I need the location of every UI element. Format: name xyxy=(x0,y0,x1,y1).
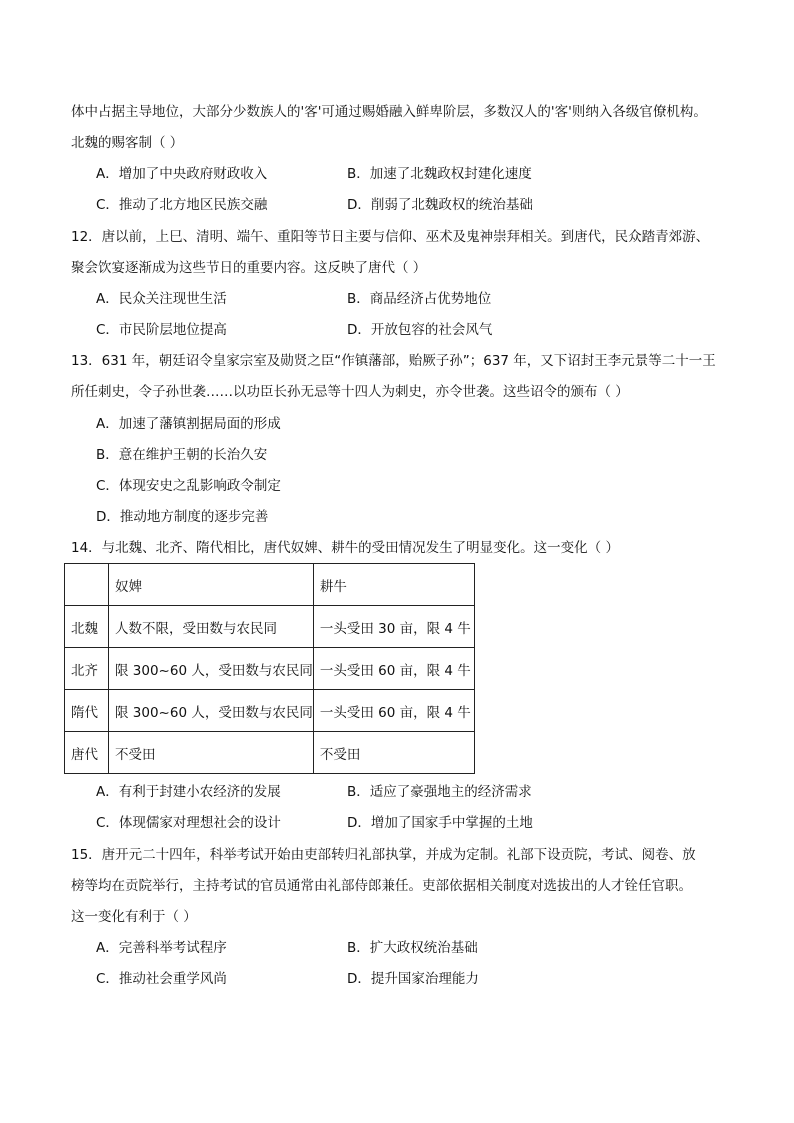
q15-option-b[interactable]: B．扩大政权统治基础 xyxy=(347,940,478,956)
table-cell: 限 300~60 人，受田数与农民同 xyxy=(109,648,314,690)
table-cell: 一头受田 60 亩，限 4 牛 xyxy=(313,690,474,732)
table-row xyxy=(65,648,475,690)
table-header-cell: 耕牛 xyxy=(313,564,474,606)
table-row xyxy=(65,606,475,648)
table-cell: 一头受田 60 亩，限 4 牛 xyxy=(313,648,474,690)
q13-option-b[interactable]: B．意在维护王朝的长治久安 xyxy=(96,447,268,463)
land-allocation-table xyxy=(64,563,475,774)
q11-option-d[interactable]: D．削弱了北魏政权的统治基础 xyxy=(347,197,533,213)
table-cell: 不受田 xyxy=(313,732,474,774)
table-cell: 唐代 xyxy=(65,732,109,774)
q12-option-b[interactable]: B．商品经济占优势地位 xyxy=(347,291,492,307)
q15-option-c[interactable]: C．推动社会重学风尚 xyxy=(96,971,227,987)
q14-option-a[interactable]: A．有利于封建小农经济的发展 xyxy=(96,784,281,800)
q14-option-d[interactable]: D．增加了国家手中掌握的土地 xyxy=(347,815,533,831)
q15-stem-line3: 这一变化有利于（ ） xyxy=(71,909,197,925)
table-header-cell: 奴婢 xyxy=(109,564,314,606)
table-cell: 隋代 xyxy=(65,690,109,732)
table-header-cell xyxy=(65,564,109,606)
q15-option-d[interactable]: D．提升国家治理能力 xyxy=(347,971,479,987)
q15-option-a[interactable]: A．完善科举考试程序 xyxy=(96,940,227,956)
q11-option-c[interactable]: C．推动了北方地区民族交融 xyxy=(96,197,268,213)
table-cell: 人数不限，受田数与农民同 xyxy=(109,606,314,648)
q13-option-a[interactable]: A．加速了藩镇割据局面的形成 xyxy=(96,416,281,432)
q11-stem-line1: 体中占据主导地位，大部分少数族人的'客'可通过赐婚融入鲜卑阶层，多数汉人的'客'则纳入各级官僚机构。 xyxy=(71,104,707,120)
q14-stem-line1: 14．与北魏、北齐、隋代相比，唐代奴婢、耕牛的受田情况发生了明显变化。这一变化（ ） xyxy=(71,540,619,556)
q15-stem-line2: 榜等均在贡院举行，主持考试的官员通常由礼部侍郎兼任。吏部依据相关制度对选拔出的人才铨任官职。 xyxy=(71,878,692,894)
q11-option-b[interactable]: B．加速了北魏政权封建化速度 xyxy=(347,166,532,182)
q13-stem-line1: 13．631 年，朝廷诏令皇家宗室及勋贤之臣“作镇藩部，贻厥子孙”；637 年，又下诏封王李元景等二十一王 xyxy=(71,353,716,369)
table-row xyxy=(65,732,475,774)
table-header-row xyxy=(65,564,475,606)
q12-option-a[interactable]: A．民众关注现世生活 xyxy=(96,291,227,307)
q15-stem-line1: 15．唐开元二十四年，科举考试开始由吏部转归礼部执掌，并成为定制。礼部下设贡院，考试、阅卷、放 xyxy=(71,847,696,863)
q11-stem-line2: 北魏的赐客制（ ） xyxy=(71,135,184,151)
q13-stem-line2: 所任刺史，令子孙世袭……以功臣长孙无忌等十四人为刺史，亦令世袭。这些诏令的颁布（ ） xyxy=(71,384,629,400)
q14-option-b[interactable]: B．适应了豪强地主的经济需求 xyxy=(347,784,532,800)
table-cell: 一头受田 30 亩，限 4 牛 xyxy=(313,606,474,648)
q11-option-a[interactable]: A．增加了中央政府财政收入 xyxy=(96,166,268,182)
q14-option-c[interactable]: C．体现儒家对理想社会的设计 xyxy=(96,815,281,831)
q12-option-c[interactable]: C．市民阶层地位提高 xyxy=(96,322,227,338)
q13-option-c[interactable]: C．体现安史之乱影响政令制定 xyxy=(96,478,281,494)
table-cell: 限 300~60 人，受田数与农民同 xyxy=(109,690,314,732)
q12-stem-line2: 聚会饮宴逐渐成为这些节日的重要内容。这反映了唐代（ ） xyxy=(71,260,427,276)
q13-option-d[interactable]: D．推动地方制度的逐步完善 xyxy=(96,509,269,525)
table-row xyxy=(65,690,475,732)
q12-option-d[interactable]: D．开放包容的社会风气 xyxy=(347,322,493,338)
table-cell: 不受田 xyxy=(109,732,314,774)
table-cell: 北齐 xyxy=(65,648,109,690)
table-cell: 北魏 xyxy=(65,606,109,648)
q12-stem-line1: 12．唐以前，上巳、清明、端午、重阳等节日主要与信仰、巫术及鬼神崇拜相关。到唐代，民众踏青郊游、 xyxy=(71,229,710,245)
